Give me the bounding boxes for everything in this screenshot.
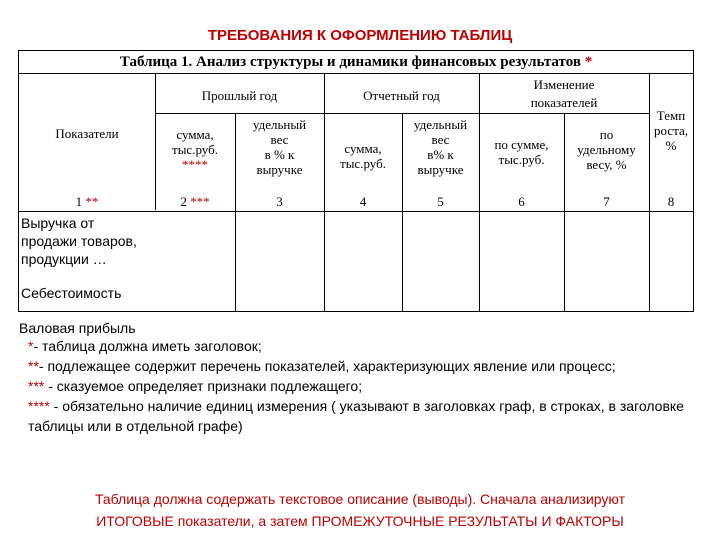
header-by-sum — [479, 137, 564, 167]
header-share-prev-line4: выручке — [256, 162, 303, 177]
row-revenue-line1: Выручка от — [21, 215, 95, 231]
header-share-prev-line3: в % к — [264, 147, 295, 162]
header-share-cur — [402, 117, 479, 177]
colnum-2-value: 2 — [180, 194, 187, 209]
conclusion-note — [0, 488, 720, 532]
header-growth-rate — [649, 108, 693, 153]
header-prev-year: Прошлый год — [201, 88, 278, 103]
footnote-3 — [28, 376, 698, 396]
header-growth-line3: % — [665, 138, 677, 153]
header-by-share-line2: удельному — [577, 142, 636, 157]
header-by-share-line3: весу, % — [586, 157, 627, 172]
colnum-6: 6 — [518, 194, 525, 209]
header-sum-prev-line2: тыс.руб. — [172, 142, 218, 157]
colnum-3: 3 — [276, 194, 283, 209]
footnote-1-key: * — [28, 338, 34, 354]
colnum-7: 7 — [603, 194, 610, 209]
colnum-1-value: 1 — [75, 194, 83, 209]
financial-results-table — [18, 50, 694, 336]
table-row-gross-profit: Валовая прибыль — [19, 320, 136, 336]
header-sum-cur-line1: сумма, — [344, 141, 382, 156]
footnote-3-key: *** — [28, 378, 45, 394]
colnum-4: 4 — [359, 194, 367, 209]
header-growth-line2: роста, — [654, 123, 688, 138]
colnum-2-mark: *** — [190, 194, 210, 209]
subheader-divider-prev — [155, 113, 324, 114]
footnote-2-key: ** — [28, 358, 39, 374]
header-divider — [19, 211, 693, 212]
colnum-1-mark: ** — [85, 194, 99, 209]
header-by-sum-line2: тыс.руб. — [498, 152, 545, 167]
subheader-divider-change — [479, 113, 649, 114]
header-change-line1: Изменение — [533, 77, 595, 92]
header-share-cur-line4: выручке — [417, 162, 464, 177]
colnum-2 — [155, 194, 235, 209]
header-report-year: Отчетный год — [363, 88, 440, 103]
footnotes — [28, 336, 698, 436]
footnote-1 — [28, 336, 698, 356]
table-caption-text: Таблица 1. Анализ структуры и динамики финансовых результатов — [119, 54, 581, 70]
header-by-share — [564, 127, 649, 172]
header-share-cur-line2: вес — [431, 132, 450, 147]
header-share-prev-line1: удельный — [252, 117, 307, 132]
header-share-cur-line1: удельный — [413, 117, 468, 132]
header-share-cur-line3: в% к — [427, 147, 454, 162]
footnote-4-text: - обязательно наличие единиц измерения ( указывают в заголовках граф, в строках, в заголовке таблицы или в отдельной графе) — [28, 398, 684, 434]
header-share-prev-line2: вес — [270, 132, 289, 147]
colnum-1 — [19, 194, 155, 209]
header-change-line2: показателей — [530, 95, 598, 110]
footnote-4 — [28, 396, 698, 436]
header-by-share-line1: по — [599, 127, 614, 142]
table-caption — [19, 54, 693, 71]
footnote-3-text: - сказуемое определяет признаки подлежащего; — [44, 378, 363, 394]
footnote-2 — [28, 356, 698, 376]
header-by-sum-line1: по сумме, — [494, 137, 549, 152]
table-caption-mark: * — [584, 54, 593, 70]
header-growth-line1: Темп — [656, 108, 686, 123]
table-row-cost: Себестоимость — [21, 285, 122, 301]
header-sum-prev-line1: сумма, — [176, 127, 214, 142]
header-sum-prev-mark: **** — [182, 157, 208, 172]
row-revenue-line3: продукции … — [21, 251, 107, 267]
caption-divider — [19, 73, 693, 74]
header-share-prev — [235, 117, 324, 177]
colnum-5: 5 — [437, 194, 444, 209]
colnum-8: 8 — [667, 194, 675, 209]
header-indicators: Показатели — [55, 126, 119, 141]
footnote-2-text: - подлежащее содержит перечень показателей, характеризующих явление или процесс; — [38, 358, 616, 374]
page-title: ТРЕБОВАНИЯ К ОФОРМЛЕНИЮ ТАБЛИЦ — [207, 27, 513, 44]
header-sum-prev — [155, 127, 235, 172]
header-change — [479, 77, 649, 110]
footnote-1-text: - таблица должна иметь заголовок; — [33, 338, 262, 354]
col-divider-3 — [324, 73, 325, 311]
table-row-revenue — [21, 214, 137, 268]
conclusion-line2: ИТОГОВЫЕ показатели, а затем ПРОМЕЖУТОЧНЫЕ РЕЗУЛЬТАТЫ И ФАКТОРЫ — [96, 513, 624, 529]
header-sum-cur — [324, 141, 402, 171]
footnote-4-key: **** — [28, 398, 50, 414]
row-revenue-line2: продажи товаров, — [21, 233, 137, 249]
conclusion-line1: Таблица должна содержать текстовое описание (выводы). Сначала анализируют — [94, 491, 626, 507]
subheader-divider-cur — [324, 113, 479, 114]
header-sum-cur-line2: тыс.руб. — [340, 156, 386, 171]
